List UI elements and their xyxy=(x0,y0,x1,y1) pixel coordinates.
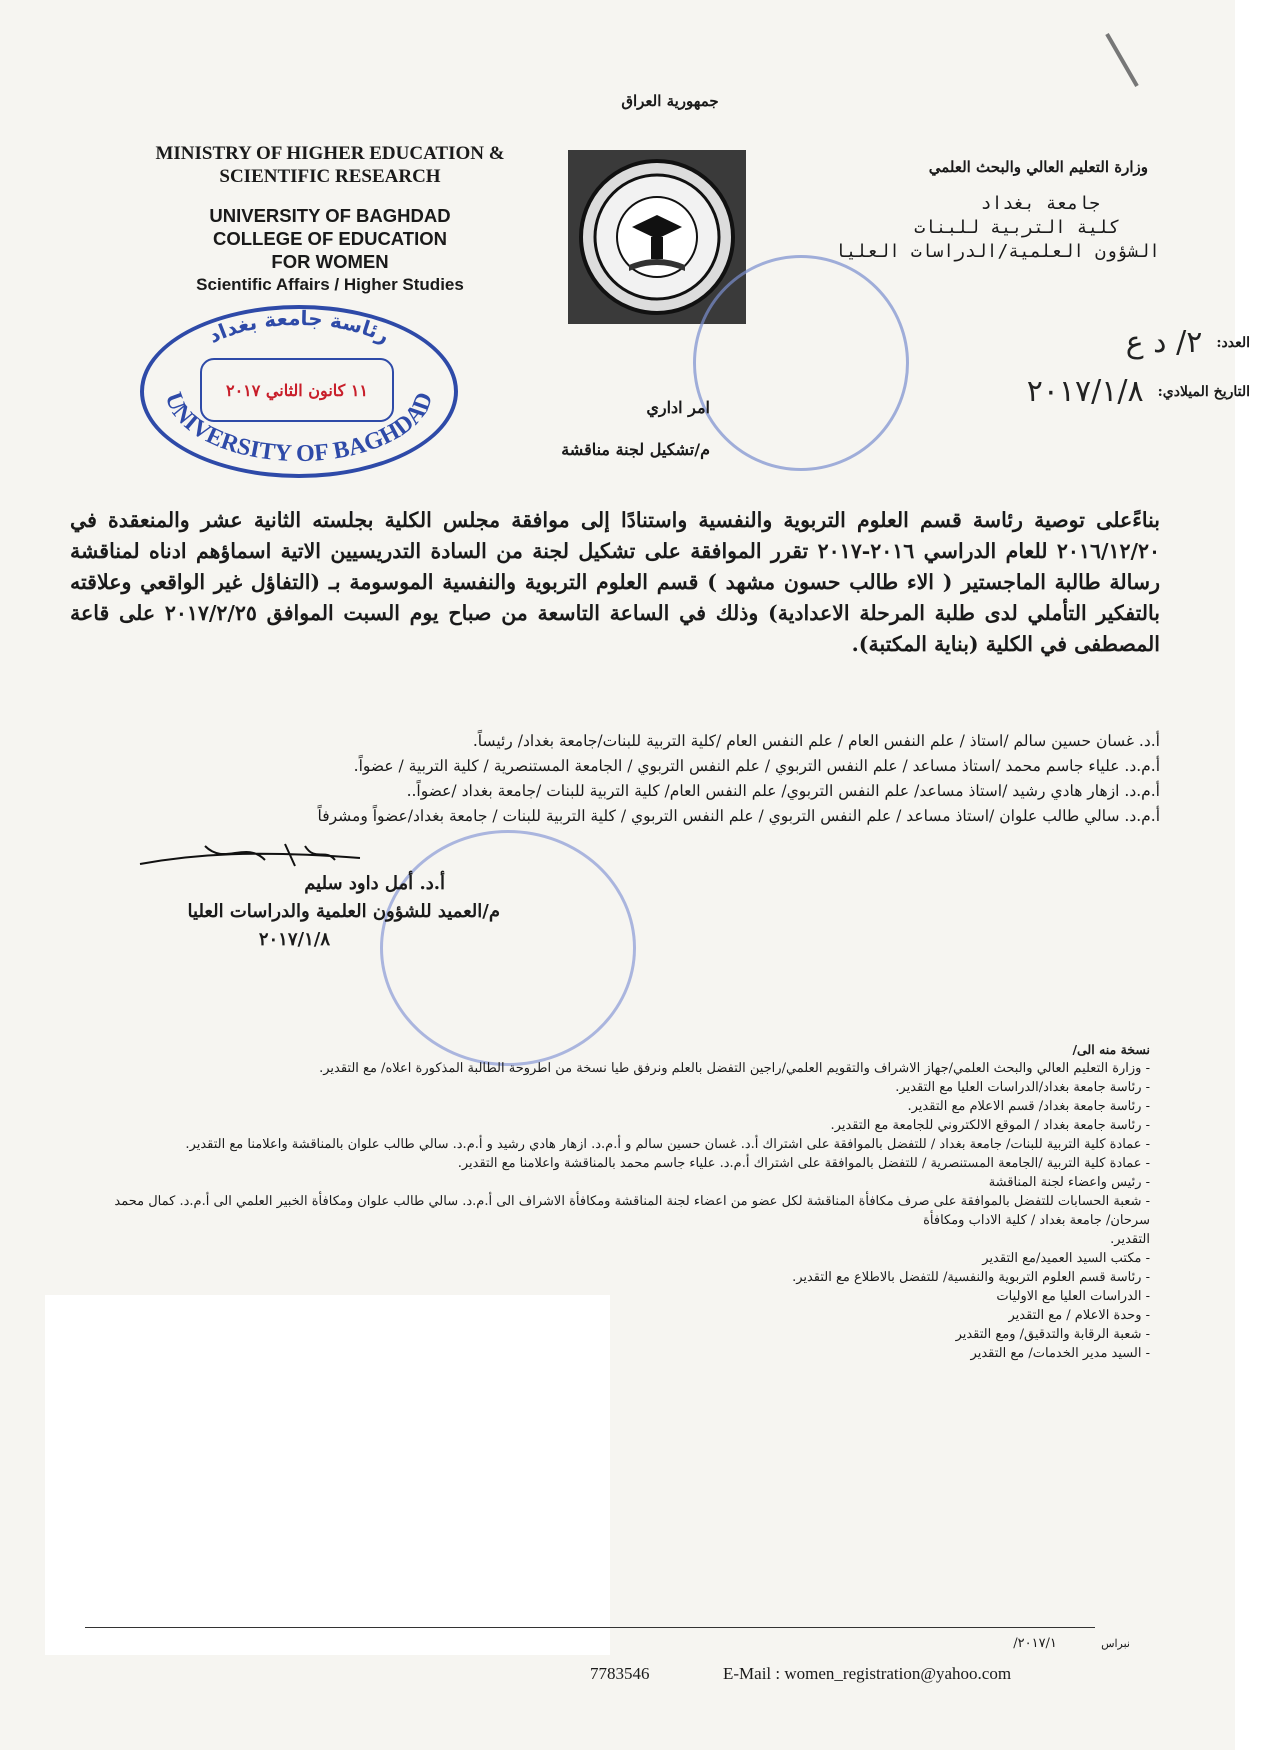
en-affairs: Scientific Affairs / Higher Studies xyxy=(196,275,464,294)
footer-initials: نبراس xyxy=(1101,1637,1130,1650)
copy-item: - وزارة التعليم العالي والبحث العلمي/جهاز الاشراف والتقويم العلمي/راجين التفضل بالعلم ونرفق طيا نسخة من اطروحة الطالبة المذكورة اعلاه/ مع التقدير. xyxy=(319,1061,1150,1076)
member-item: أ.م.د. علياء جاسم محمد /استاذ مساعد / علم النفس التربوي / علم النفس التربوي / الجامعة المستنصرية / كلية التربية / عضواً. xyxy=(353,757,1160,775)
ar-university xyxy=(820,192,1160,264)
reference-date-label: التاريخ الميلادي: xyxy=(1157,383,1250,400)
stamp-arabic-arc: رئاسة جامعة بغداد xyxy=(204,309,394,348)
order-body: بناءًعلى توصية رئاسة قسم العلوم التربوية والنفسية واستنادًا إلى موافقة مجلس الكلية بجلسته الثانية عشر والمنعقدة في ٢٠١٦/١٢/٢٠ للعام الدراسي ٢٠١٦-٢٠١٧ تقرر الموافقة على تشكيل لجنة من السادة التدريسيين الاتية اسماؤهم ادناه لمناقشة رسالة طالبة الماجستير ( الاء طالب حسون مشهد ) قسم العلوم التربوية والنفسية الموسومة بـ (التفاؤل غير الواقعي وعلاقته بالتفكير التأملي لدى طلبة المرحلة الاعدادية) وذلك في الساعة التاسعة من صباح يوم السبت الموافق ٢٠١٧/٢/٢٥ على قاعة المصطفى في الكلية (بناية المكتبة). xyxy=(70,508,1160,656)
english-letterhead xyxy=(110,142,550,296)
member-item: أ.م.د. سالي طالب علوان /استاذ مساعد / علم النفس التربوي / علم النفس التربوي / كلية التربية للبنات / جامعة بغداد/عضواً ومشرفاً xyxy=(317,807,1160,825)
ar-uni-line-3: الشؤون العلمية/الدراسات العليا xyxy=(834,241,1160,262)
signatory-title: م/العميد للشؤون العلمية والدراسات العليا xyxy=(187,901,500,922)
reference-number-row xyxy=(930,325,1250,360)
ar-ministry: وزارة التعليم العالي والبحث العلمي xyxy=(928,158,1148,176)
member-item: أ.د. غسان حسين سالم /استاذ / علم النفس العام / علم النفس العام /كلية التربية للبنات/جامعة بغداد/ رئيساً. xyxy=(472,732,1160,750)
copy-item: - شعبة الحسابات للتفضل بالموافقة على صرف مكافأة المناقشة لكل عضو من اعضاء لجنة المناقشة ومكافأة الاشراف الى أ.م.د. سالي طالب علوان ومكافأة الخبير العلمي الى أ.م.د. كمال محمد سرحان/ جامعة بغداد / كلية الاداب ومكافأة xyxy=(114,1194,1150,1228)
reference-number-label: العدد: xyxy=(1216,334,1250,351)
reference-block xyxy=(930,325,1250,423)
copy-item: - شعبة الرقابة والتدقيق/ ومع التقدير xyxy=(955,1327,1150,1342)
en-uni-line-2: COLLEGE OF EDUCATION xyxy=(213,228,447,249)
en-ministry xyxy=(110,142,550,188)
en-uni-line-3: FOR WOMEN xyxy=(271,251,389,272)
copy-item: - السيد مدير الخدمات/ مع التقدير xyxy=(970,1346,1150,1361)
redaction-box xyxy=(45,1295,610,1655)
copies-title: نسخة منه الى/ xyxy=(1072,1042,1150,1057)
country-heading: جمهورية العراق xyxy=(621,92,719,110)
copy-item: - رئاسة جامعة بغداد/الدراسات العليا مع التقدير. xyxy=(895,1080,1150,1095)
footer-email: E-Mail : women_registration@yahoo.com xyxy=(723,1664,1012,1683)
pen-mark xyxy=(1105,33,1138,87)
arabic-letterhead xyxy=(820,158,1160,264)
signatory-name: أ.د. أمل داود سليم xyxy=(304,873,445,894)
college-stamp-top xyxy=(693,255,909,471)
member-item: أ.م.د. ازهار هادي رشيد /استاذ مساعد/ علم النفس التربوي/ علم النفس العام/ كلية التربية للبنات /جامعة بغداد /عضواً.. xyxy=(406,782,1160,800)
en-ministry-line-1: MINISTRY OF HIGHER EDUCATION & xyxy=(155,143,505,164)
ar-uni-line-1: جامعة بغداد xyxy=(980,193,1100,214)
copy-item: التقدير. xyxy=(1110,1232,1150,1247)
copy-item: - وحدة الاعلام / مع التقدير xyxy=(1008,1308,1150,1323)
reference-date-row xyxy=(930,374,1250,409)
order-subject: م/تشكيل لجنة مناقشة xyxy=(561,440,710,459)
footer-phone: 7783546 xyxy=(590,1664,650,1683)
signature-scribble-icon xyxy=(135,836,365,870)
copy-item: - عمادة كلية التربية للبنات/ جامعة بغداد / للتفضل بالموافقة على اشتراك أ.د. غسان حسين سالم و أ.م.د. ازهار هادي رشيد و أ.م.د. سالي طالب علوان بالمناقشة واعلامنا مع التقدير. xyxy=(185,1137,1150,1152)
en-university xyxy=(110,204,550,296)
copy-item: - الدراسات العليا مع الاوليات xyxy=(996,1289,1150,1304)
page-edge xyxy=(1235,0,1275,1750)
committee-members xyxy=(90,730,1160,830)
order-title: امر اداري xyxy=(646,398,710,417)
college-seal-icon xyxy=(577,157,737,317)
copy-item: - رئاسة جامعة بغداد / الموقع الالكتروني للجامعة مع التقدير. xyxy=(830,1118,1150,1133)
copy-item: - رئاسة جامعة بغداد/ قسم الاعلام مع التقدير. xyxy=(907,1099,1150,1114)
copy-item: - عمادة كلية التربية /الجامعة المستنصرية / للتفضل بالموافقة على اشتراك أ.م.د. علياء جاسم محمد بالمناقشة واعلامنا مع التقدير. xyxy=(457,1156,1150,1171)
copy-item: - رئيس واعضاء لجنة المناقشة xyxy=(988,1175,1150,1190)
en-ministry-line-2: SCIENTIFIC RESEARCH xyxy=(219,166,441,187)
svg-text:رئاسة جامعة بغداد xyxy=(205,309,394,348)
signature-block xyxy=(140,870,500,954)
stamp-date-box: ١١ كانون الثاني ٢٠١٧ xyxy=(200,358,394,422)
reference-date-value: ٢٠١٧/١/٨ xyxy=(1026,374,1144,409)
ar-uni-line-2: كلية التربية للبنات xyxy=(914,217,1120,238)
en-uni-line-1: UNIVERSITY OF BAGHDAD xyxy=(209,205,451,226)
reference-number-value: ٢/ د ع xyxy=(1125,325,1203,360)
copy-item: - رئاسة قسم العلوم التربوية والنفسية/ للتفضل بالاطلاع مع التقدير. xyxy=(792,1270,1150,1285)
footer-divider xyxy=(85,1627,1095,1628)
copy-item: - مكتب السيد العميد/مع التقدير xyxy=(982,1251,1150,1266)
footer-date-row xyxy=(900,1636,1130,1651)
stamp-english-arc: UNIVERSITY OF BAGHDAD xyxy=(159,389,439,468)
footer-date: ٢٠١٧/١/ xyxy=(1013,1636,1057,1651)
signature-date: ٢٠١٧/١/٨ xyxy=(258,929,330,950)
